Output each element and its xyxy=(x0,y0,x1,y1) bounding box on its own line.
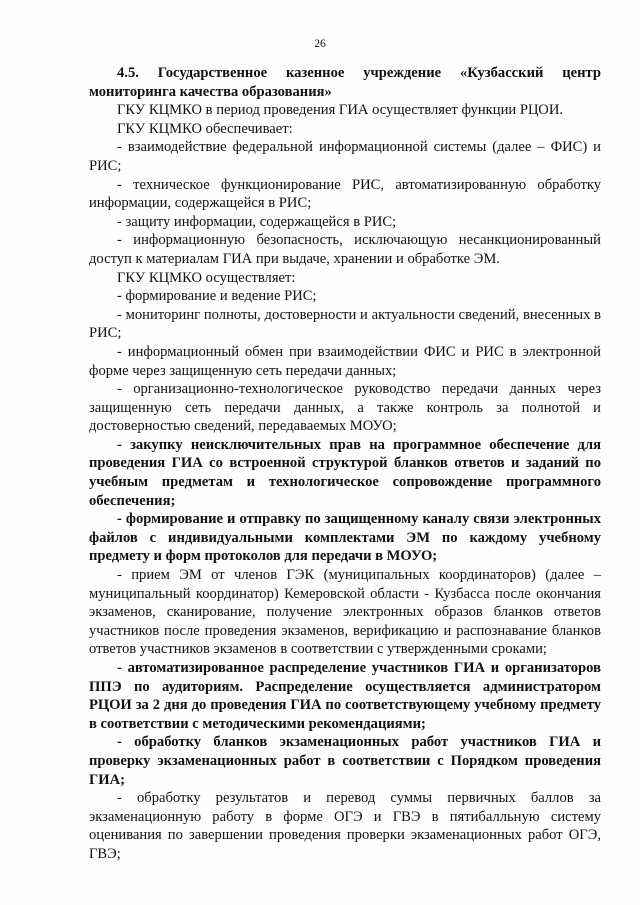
paragraph: ГКУ КЦМКО обеспечивает: xyxy=(117,120,293,137)
list-item: - информационный обмен при взаимодействии ФИС и РИС в электронной форме через защищенную сеть передачи данных; xyxy=(89,343,601,379)
list-item: - формирование и отправку по защищенному каналу связи электронных файлов с индивидуальными комплектами ЭМ по каждому учебному предмету и форм протоколов для передачи в МОУО; xyxy=(89,511,601,565)
list-item: - мониторинг полноты, достоверности и актуальности сведений, внесенных в РИС; xyxy=(89,306,601,342)
list-item: - прием ЭМ от членов ГЭК (муниципальных координаторов) (далее – муниципальный координатор) Кемеровской области - Кузбасса после окончания экзаменов, сканирование, получение электронных образов бланков ответов участников после проведения экзаменов, верификацию и распознавание бланков ответов участников экзаменов в соответствии с утвержденными сроками; xyxy=(89,567,601,658)
list-item: - защиту информации, содержащейся в РИС; xyxy=(117,213,397,230)
list-item: - организационно-технологическое руководство передачи данных через защищенную сеть передачи данных, а также контроль за полнотой и достоверностью сведений, передаваемых МОУО; xyxy=(89,381,601,435)
document-body xyxy=(89,64,601,864)
list-item: - автоматизированное распределение участников ГИА и организаторов ППЭ по аудиториям. Распределение осуществляется администратором РЦОИ за 2 дня до проведения ГИА по соответствующему учебному предмету в соответствии с методическими рекомендациями; xyxy=(89,660,601,732)
list-item: - обработку бланков экзаменационных работ участников ГИА и проверку экзаменационных работ в соответствии с Порядком проведения ГИА; xyxy=(89,734,601,788)
list-item: - формирование и ведение РИС; xyxy=(117,288,317,305)
page-number: 26 xyxy=(314,38,326,50)
list-item: - обработку результатов и перевод суммы первичных баллов за экзаменационную работу в форме ОГЭ и ГВЭ в пятибалльную систему оценивания по завершении проведения проверки экзаменационных работ ОГЭ, ГВЭ; xyxy=(89,790,601,862)
list-item: - информационную безопасность, исключающую несанкционированный доступ к материалам ГИА при выдаче, хранении и обработке ЭМ. xyxy=(89,232,601,267)
paragraph: ГКУ КЦМКО осуществляет: xyxy=(117,269,296,286)
list-item: - взаимодействие федеральной информационной системы (далее – ФИС) и РИС; xyxy=(89,139,601,174)
list-item: - закупку неисключительных прав на программное обеспечение для проведения ГИА со встроенной структурой бланков ответов и заданий по учебным предметам и технологическое сопровождение программного обеспечения; xyxy=(89,436,601,509)
section-heading: 4.5. Государственное казенное учреждение «Кузбасский центр мониторинга качества образования» xyxy=(89,65,601,100)
paragraph: ГКУ КЦМКО в период проведения ГИА осуществляет функции РЦОИ. xyxy=(117,102,564,119)
list-item: - техническое функционирование РИС, автоматизированную обработку информации, содержащейся в РИС; xyxy=(89,176,601,212)
